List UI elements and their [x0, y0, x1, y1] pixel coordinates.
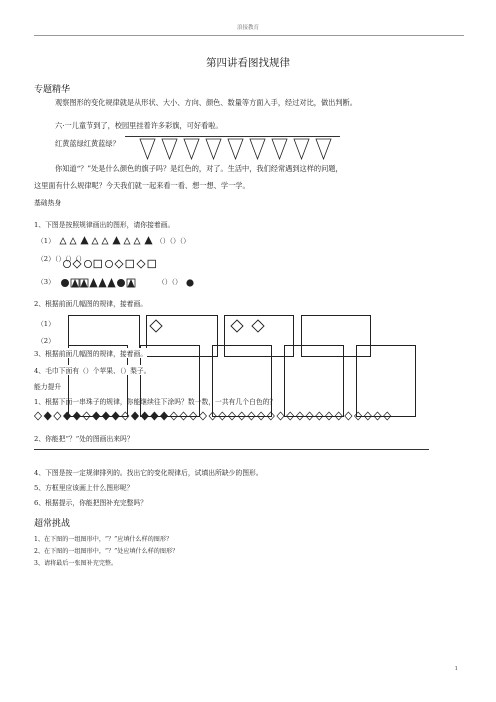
q1-1-triangle-sequence	[60, 237, 155, 245]
diamond-icon	[73, 260, 81, 268]
flag-icon	[140, 139, 155, 159]
square-icon	[148, 260, 156, 268]
square-icon	[126, 260, 134, 268]
header-divider	[34, 35, 464, 36]
white-bead-icon	[238, 412, 245, 420]
white-bead-icon	[219, 412, 226, 420]
section-heading-warmup: 基础热身	[34, 199, 62, 207]
filled-bead-icon	[112, 412, 119, 420]
triangle-filled-icon	[72, 280, 78, 287]
triangle-outline-icon	[124, 238, 130, 244]
flag-icon	[228, 139, 243, 159]
challenge-question-3: 3、请将最后一张图补充完整。	[34, 560, 118, 567]
triangle-filled-icon	[113, 237, 120, 244]
white-bead-icon	[374, 412, 381, 420]
flag-icon	[250, 139, 265, 159]
q1-3-blanks: （）（）	[158, 278, 182, 286]
frame-diamonds	[148, 318, 288, 334]
q1-1-label: （1）	[37, 237, 55, 245]
section-heading-essence: 专题精华	[34, 85, 71, 95]
flags-row	[140, 137, 340, 161]
filled-bead-icon	[161, 412, 168, 420]
white-bead-icon	[180, 412, 187, 420]
flag-icon	[184, 139, 199, 159]
filled-circle-icon	[117, 279, 124, 286]
white-bead-icon	[267, 412, 274, 420]
white-bead-icon	[209, 412, 216, 420]
filled-bead-icon	[93, 412, 100, 420]
white-bead-icon	[316, 412, 323, 420]
white-bead-icon	[83, 412, 90, 420]
triangle-outline-icon	[92, 238, 98, 244]
triangle-filled-icon	[90, 279, 97, 287]
filled-bead-icon	[73, 412, 80, 420]
filled-circle-icon	[61, 279, 68, 286]
triangle-filled-icon	[81, 237, 88, 244]
white-bead-icon	[384, 412, 391, 420]
flag-icon	[206, 139, 221, 159]
white-bead-icon	[258, 412, 265, 420]
divider-line	[34, 449, 429, 450]
square-icon	[94, 260, 102, 268]
intro-paragraph-4: 你知道“？”处是什么颜色的旗子吗？是红色的，对了。生活中，我们经常遇到这样的问题，	[55, 164, 343, 173]
challenge-question-1: 1、在下图的一组图形中，“？”应填什么样的图形？	[34, 536, 173, 543]
white-bead-icon	[122, 412, 129, 420]
warmup-question-2: 2、根据前面几幅图的规律，接着画。	[34, 300, 148, 308]
bead-string	[34, 411, 394, 421]
white-bead-icon	[170, 412, 177, 420]
filled-bead-icon	[151, 412, 158, 420]
flag-icon	[294, 139, 309, 159]
q1-2-shape-sequence	[63, 258, 153, 270]
ability-question-5: 5、方框里应该画上什么图形呢？	[34, 484, 134, 492]
diamond-icon	[252, 320, 264, 332]
white-bead-icon	[34, 412, 41, 420]
white-bead-icon	[335, 412, 342, 420]
intro-paragraph-2: 六·一儿童节到了，校园里挂着许多彩旗，可好看啦。	[55, 121, 223, 130]
flag-icon	[162, 139, 177, 159]
white-bead-icon	[54, 412, 61, 420]
white-bead-icon	[296, 412, 303, 420]
white-bead-icon	[306, 412, 313, 420]
white-bead-icon	[287, 412, 294, 420]
warmup-question-3: 3、根据前面几幅图的规律，接着画。	[34, 350, 148, 358]
section-heading-challenge: 超常挑战	[34, 519, 71, 529]
filled-bead-icon	[131, 412, 138, 420]
ability-question-6: 6、根据提示，你能把图补充完整吗？	[34, 499, 148, 507]
q1-1-blanks: （）（）（）	[156, 237, 190, 245]
white-bead-icon	[199, 412, 206, 420]
filled-circle-icon	[186, 279, 196, 289]
ability-question-1: 1、根据下面一串珠子的规律，你能继续往下涂吗？数一数，一共有几个白色的？	[34, 398, 277, 406]
q1-3-shape-sequence	[61, 277, 157, 289]
intro-paragraph-5: 这里面有什么规律呢？今天我们就一起来看一看、想一想、学一学。	[34, 181, 250, 190]
q1-2-label: （2）（）（）（）	[37, 255, 86, 263]
white-bead-icon	[248, 412, 255, 420]
q2-1-label: （1）	[37, 320, 55, 328]
page-number: 1	[454, 666, 458, 672]
circle-icon	[84, 260, 91, 267]
white-bead-icon	[364, 412, 371, 420]
pattern-frame-9	[356, 345, 416, 417]
triangle-filled-icon	[99, 279, 106, 287]
white-bead-icon	[355, 412, 362, 420]
triangle-filled-icon	[128, 280, 134, 287]
challenge-question-2: 2、在下图的一组图形中，“？”处应填什么样的图形？	[34, 548, 179, 555]
ability-question-2: 2、你能把“？”处的图画出来吗？	[34, 435, 134, 443]
triangle-outline-icon	[134, 238, 140, 244]
diamond-icon	[150, 320, 162, 332]
triangle-outline-icon	[102, 238, 108, 244]
pattern-frame-6	[140, 345, 200, 417]
warmup-question-1: 1、下图是按照规律画出的图形，请你接着画。	[34, 221, 175, 229]
page-header: 浪接教育	[236, 25, 259, 31]
q2-2-label: （2）	[37, 337, 55, 345]
q1-3-label: （3）	[37, 278, 55, 286]
filled-bead-icon	[141, 412, 148, 420]
pattern-frame-7	[212, 345, 272, 417]
pattern-frame-8	[284, 345, 344, 417]
triangle-filled-icon	[81, 280, 87, 287]
white-bead-icon	[228, 412, 235, 420]
section-heading-ability: 能力提升	[34, 383, 62, 391]
triangle-filled-icon	[145, 237, 152, 244]
white-bead-icon	[345, 412, 352, 420]
white-bead-icon	[190, 412, 197, 420]
intro-paragraph-3: 红黄蓝绿红黄蓝绿？	[55, 139, 120, 148]
warmup-question-4: 4、毛巾下面有（）个苹果、（）梨子。	[34, 367, 151, 375]
triangle-filled-icon	[108, 279, 115, 287]
flag-icon	[272, 139, 287, 159]
filled-bead-icon	[102, 412, 109, 420]
triangle-outline-icon	[60, 238, 66, 244]
intro-paragraph-1: 观察图形的变化规律就是从形状、大小、方向、颜色、数量等方面入手，经过对比，做出判断。	[55, 98, 357, 107]
filled-bead-icon	[64, 412, 71, 420]
diamond-icon	[137, 260, 145, 268]
flag-icon	[316, 139, 331, 159]
circle-icon	[105, 260, 112, 267]
diamond-icon	[115, 260, 123, 268]
filled-bead-icon	[44, 412, 51, 420]
triangle-outline-icon	[70, 238, 76, 244]
white-bead-icon	[277, 412, 284, 420]
white-bead-icon	[325, 412, 332, 420]
circle-icon	[63, 260, 70, 267]
diamond-icon	[231, 320, 243, 332]
ability-question-4: 4、下图是按一定规律排列的。找出它的变化规律后，试填出所缺少的图形。	[34, 469, 263, 477]
page-title: 第四讲看图找规律	[206, 57, 290, 69]
